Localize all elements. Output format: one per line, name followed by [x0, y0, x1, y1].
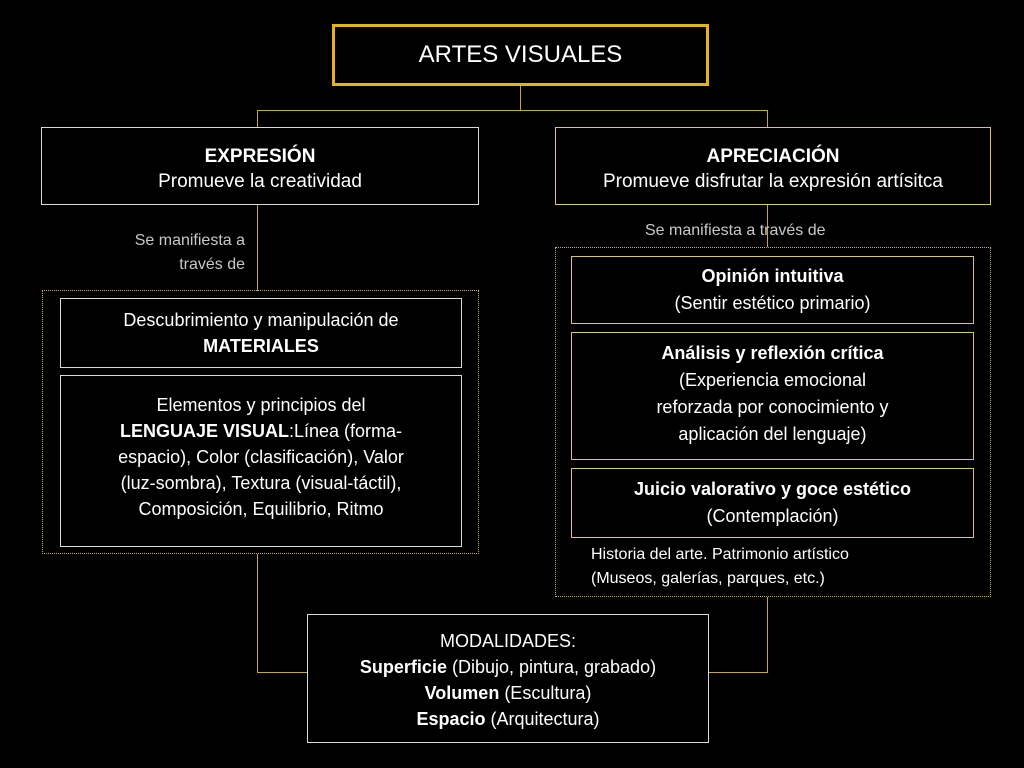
page-title: ARTES VISUALES: [418, 41, 623, 68]
historia-del-arte-note: [591, 543, 971, 591]
expresion-connector-note: [90, 229, 245, 277]
expresion-subtitle: Promueve la creatividad: [158, 171, 362, 192]
juicio-detail: (Contemplación): [706, 506, 839, 526]
apreciacion-connector-note: Se manifiesta a través de: [645, 222, 826, 239]
modalidad-detail: (Arquitectura): [485, 709, 600, 729]
lenguaje-line3: espacio), Color (clasificación), Valor: [118, 447, 404, 467]
connector-right-down: [767, 110, 768, 127]
lenguaje-visual-box: [60, 375, 462, 547]
historia-line1: Historia del arte. Patrimonio artístico: [591, 546, 849, 563]
modalidad-bold: Superficie: [359, 657, 447, 677]
connector-left-to-modalidades-h: [257, 672, 307, 673]
modalidad-detail: (Escultura): [499, 683, 592, 703]
connector-right-to-modalidades-h: [709, 672, 768, 673]
connector-right-to-modalidades-v: [767, 597, 768, 673]
lenguaje-line1: Elementos y principios del: [156, 395, 366, 415]
connector-left-to-modalidades-v: [257, 554, 258, 673]
materiales-bold: MATERIALES: [203, 336, 319, 356]
analisis-reflexion-box: [571, 332, 974, 460]
modalidad-item: [308, 654, 708, 680]
lenguaje-bold: LENGUAJE VISUAL: [119, 421, 289, 441]
opinion-detail: (Sentir estético primario): [674, 293, 871, 313]
analisis-line1: (Experiencia emocional: [678, 370, 867, 390]
analisis-line3: aplicación del lenguaje): [678, 424, 867, 444]
lenguaje-line4: (luz-sombra), Textura (visual-táctil),: [120, 473, 402, 493]
modalidad-bold: Volumen: [424, 683, 500, 703]
connector-expresion-to-group: [257, 205, 258, 291]
modalidad-bold: Espacio: [416, 709, 486, 729]
juicio-heading: Juicio valorativo y goce estético: [633, 479, 912, 499]
expresion-connector-note-line1: Se manifiesta a: [134, 232, 245, 249]
connector-title-down: [520, 86, 521, 111]
analisis-line2: reforzada por conocimiento y: [656, 397, 889, 417]
opinion-heading: Opinión intuitiva: [701, 266, 844, 286]
title-box: [332, 24, 709, 86]
expresion-box: [41, 127, 479, 205]
juicio-valorativo-box: [571, 468, 974, 538]
apreciacion-box: [555, 127, 991, 205]
expresion-connector-note-line2: través de: [179, 256, 245, 273]
opinion-intuitiva-box: [571, 256, 974, 324]
modalidad-item: [308, 680, 708, 706]
modalidad-detail: (Dibujo, pintura, grabado): [446, 657, 657, 677]
modalidades-box: [307, 614, 709, 743]
lenguaje-line5: Composición, Equilibrio, Ritmo: [138, 499, 384, 519]
expresion-heading: EXPRESIÓN: [204, 146, 316, 167]
modalidades-heading: MODALIDADES:: [439, 631, 577, 651]
materiales-line: Descubrimiento y manipulación de: [123, 310, 399, 330]
materiales-box: [60, 298, 462, 368]
modalidad-item: [308, 706, 708, 732]
apreciacion-heading: APRECIACIÓN: [706, 146, 840, 167]
connector-horizontal-top: [257, 110, 768, 111]
analisis-heading: Análisis y reflexión crítica: [661, 343, 884, 363]
connector-left-down: [257, 110, 258, 127]
apreciacion-subtitle: Promueve disfrutar la expresión artísitca: [602, 171, 944, 192]
historia-line2: (Museos, galerías, parques, etc.): [591, 570, 825, 587]
lenguaje-line2: [71, 418, 451, 444]
lenguaje-rest: :Línea (forma-: [288, 421, 403, 441]
